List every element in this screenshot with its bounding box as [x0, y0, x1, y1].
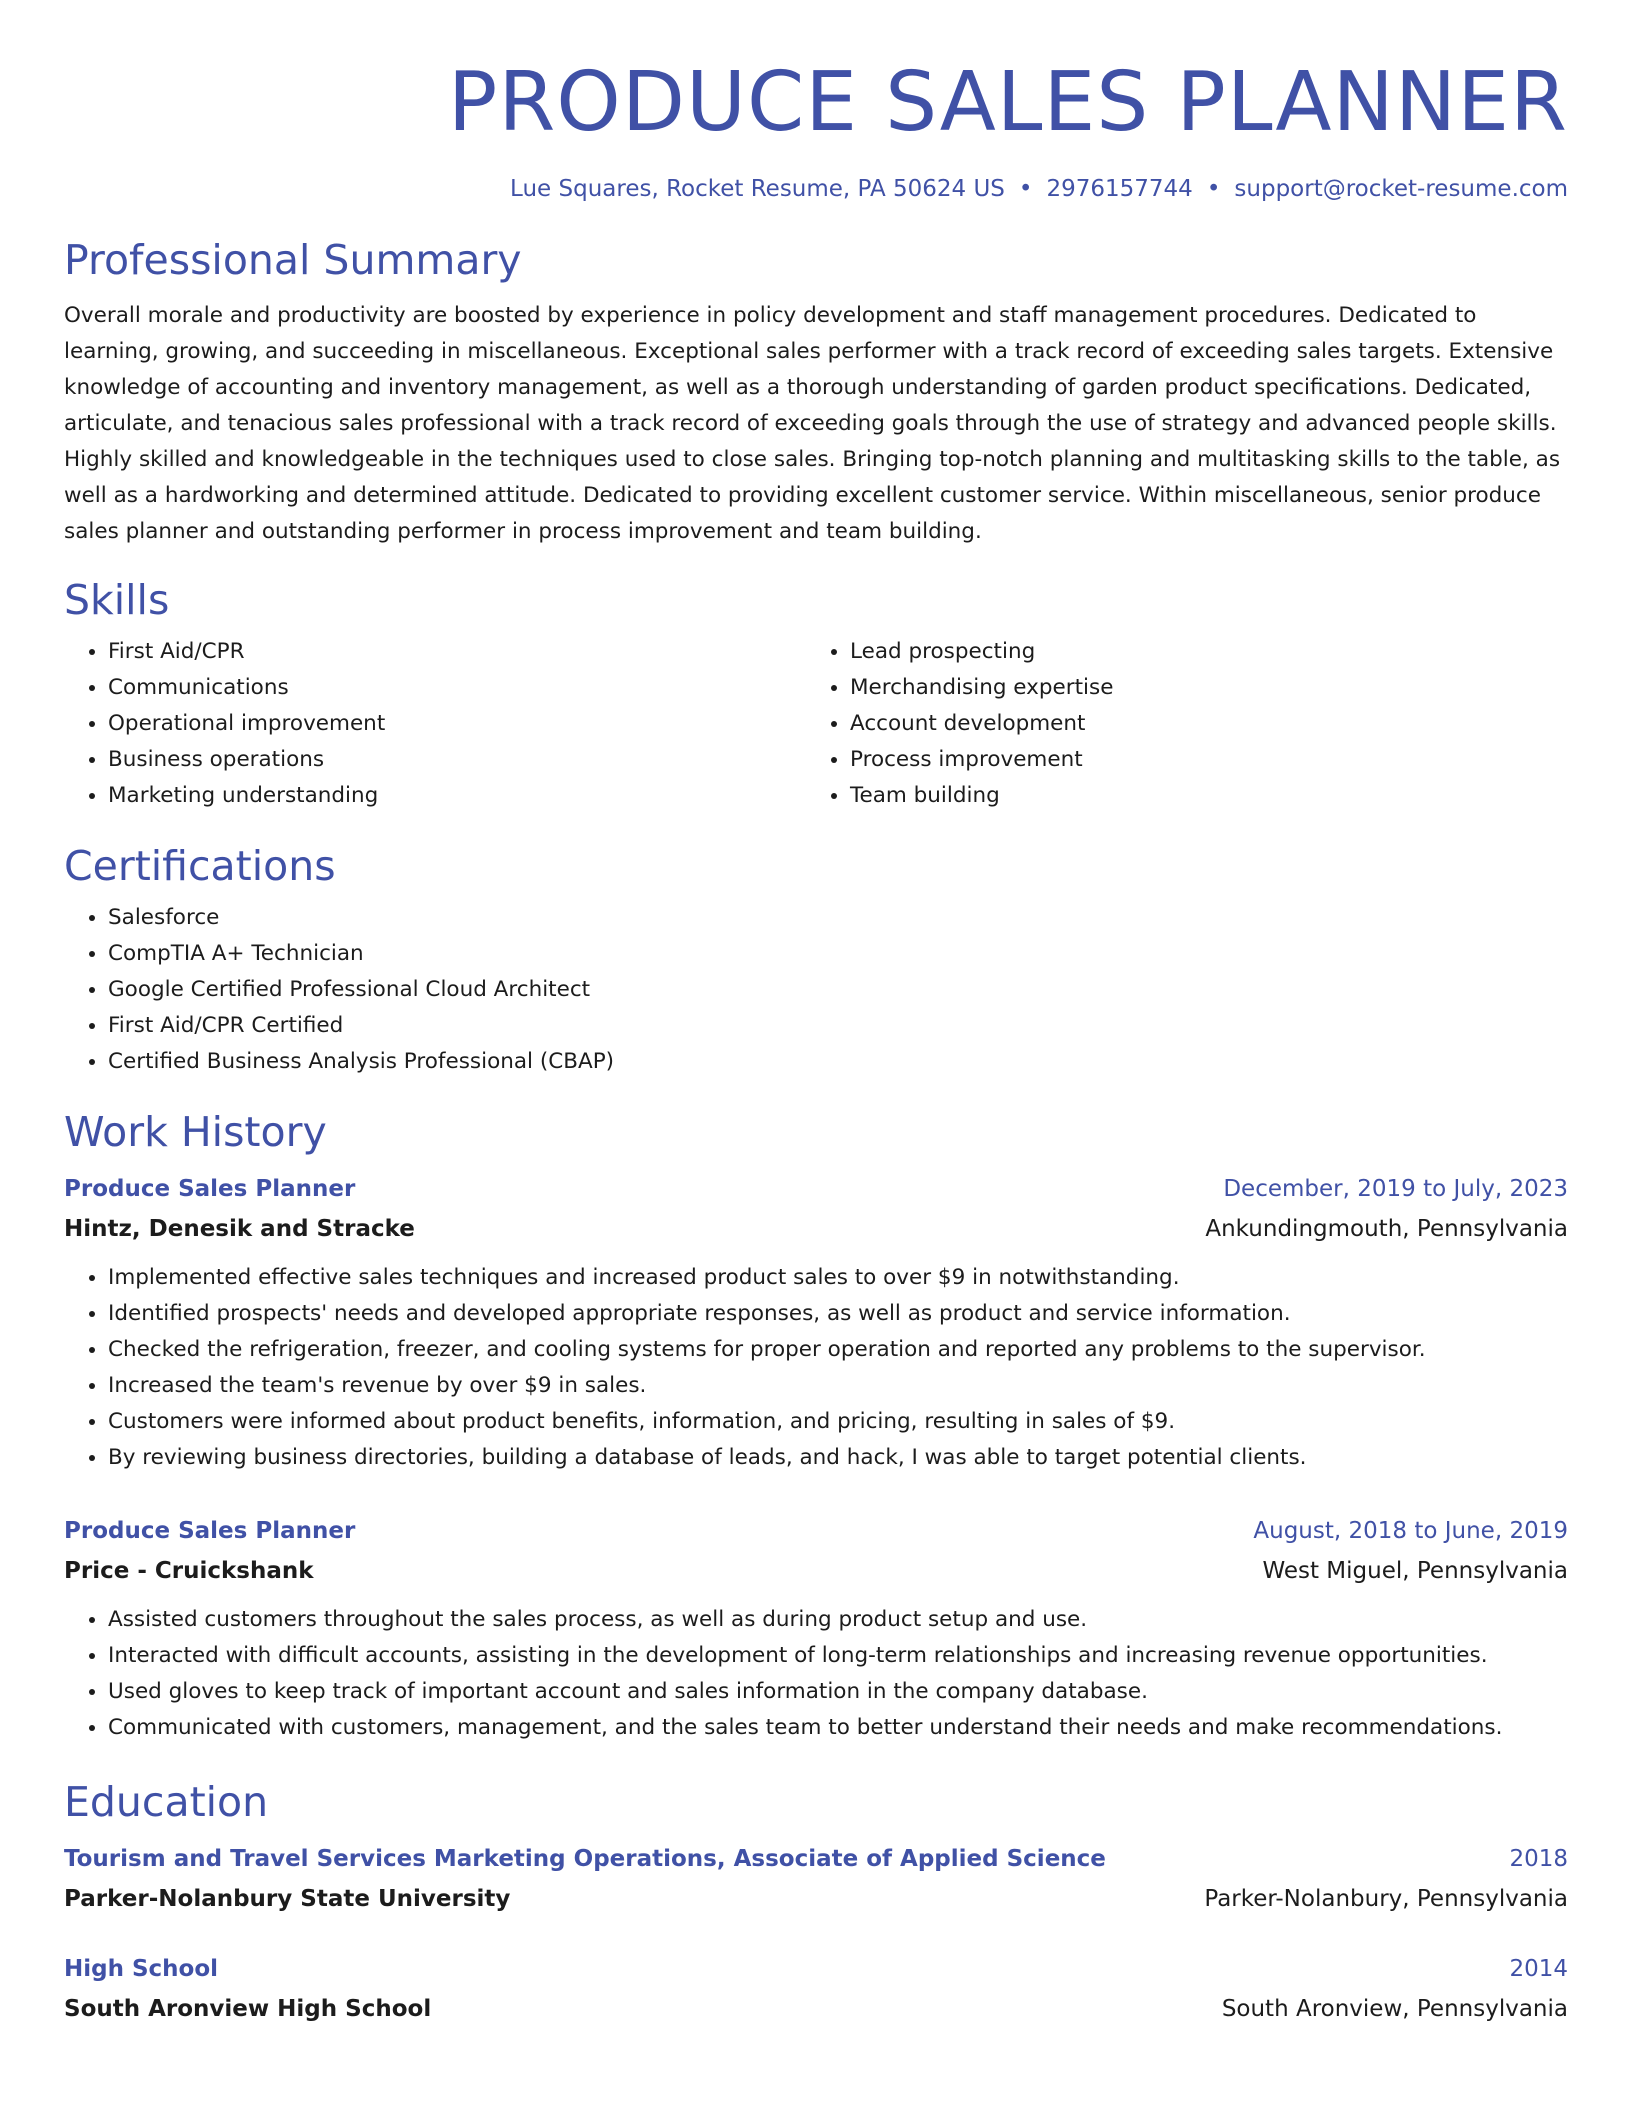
job-company-row — [64, 1212, 1568, 1246]
job-bullet: • Increased the team's revenue by over $9 in sales. — [108, 1368, 1568, 1404]
contact-phone: 2976157744 — [1046, 176, 1193, 202]
skill-item: • Merchandising expertise — [850, 670, 1548, 706]
summary-text: Overall morale and productivity are boosted by experience in policy development and staff management procedures. Dedicated to learning, growing, and succeeding in miscellaneous. Exceptional sales performer with a track record of exceeding sales targets. Extensive knowledge of accounting and inventory management, as well as a thorough understanding of garden product specifications. Dedicated, articulate, and tenacious sales professional with a track record of exceeding goals through the use of strategy and advanced people skills. Highly skilled and knowledgeable in the techniques used to close sales. Bringing top-notch planning and multitasking skills to the table, as well as a hardworking and determined attitude. Dedicated to providing excellent customer service. Within miscellaneous, senior produce sales planner and outstanding performer in process improvement and team building. — [64, 303, 1561, 544]
contact-address: Lue Squares, Rocket Resume, PA 50624 US — [510, 176, 1005, 202]
job-company-row — [64, 1554, 1568, 1588]
skill-item: • Process improvement — [850, 742, 1548, 778]
job-dates: December, 2019 to July, 2023 — [1223, 1176, 1568, 1202]
job-location: Ankundingmouth, Pennsylvania — [1205, 1216, 1568, 1242]
work-history-heading: Work History — [64, 1108, 327, 1156]
job-title: Produce Sales Planner — [64, 1518, 356, 1544]
certification-item: • Salesforce — [108, 900, 1568, 936]
skill-item: • Account development — [850, 706, 1548, 742]
job-location: West Miguel, Pennsylvania — [1262, 1558, 1568, 1584]
contact-separator: • — [1206, 176, 1221, 202]
job-bullet: • Communicated with customers, management, and the sales team to better understand their needs and make recommendations. — [108, 1710, 1568, 1746]
education-entry — [64, 1842, 1568, 1916]
job-bullet: • Checked the refrigeration, freezer, and cooling systems for proper operation and reported any problems to the supervisor. — [108, 1332, 1568, 1368]
job-title: Produce Sales Planner — [64, 1176, 356, 1202]
job-title-row — [64, 1172, 1568, 1206]
skill-item: • Marketing understanding — [108, 778, 806, 814]
skills-list-left — [64, 634, 806, 814]
summary-heading: Professional Summary — [64, 236, 522, 284]
job-bullet: • Used gloves to keep track of important account and sales information in the company database. — [108, 1674, 1568, 1710]
skills-list-right — [806, 634, 1548, 814]
school-name: South Aronview High School — [64, 1996, 432, 2022]
contact-line — [64, 172, 1568, 206]
contact-separator: • — [1018, 176, 1033, 202]
job-bullet: • Customers were informed about product benefits, information, and pricing, resulting in sales of $9. — [108, 1404, 1568, 1440]
degree-title: High School — [64, 1956, 219, 1982]
degree-row — [64, 1952, 1568, 1986]
skill-item: • First Aid/CPR — [108, 634, 806, 670]
skill-item: • Lead prospecting — [850, 634, 1548, 670]
skills-column-left — [64, 634, 806, 814]
skills-grid — [64, 634, 1568, 814]
degree-title: Tourism and Travel Services Marketing Operations, Associate of Applied Science — [64, 1846, 1106, 1872]
school-location: Parker-Nolanbury, Pennsylvania — [1204, 1886, 1568, 1912]
school-location: South Aronview, Pennsylvania — [1221, 1996, 1568, 2022]
school-name: Parker-Nolanbury State University — [64, 1886, 511, 1912]
contact-email: support@rocket-resume.com — [1234, 176, 1568, 202]
certification-item: • First Aid/CPR Certified — [108, 1008, 1568, 1044]
skill-item: • Team building — [850, 778, 1548, 814]
job-company: Hintz, Denesik and Stracke — [64, 1216, 415, 1242]
skills-column-right — [806, 634, 1548, 814]
skill-item: • Operational improvement — [108, 706, 806, 742]
education-heading: Education — [64, 1778, 269, 1826]
resume-name: PRODUCE SALES PLANNER — [447, 55, 1568, 150]
job-bullet: • By reviewing business directories, building a database of leads, and hack, I was able to target potential clients. — [108, 1440, 1568, 1476]
job-bullet: • Implemented effective sales techniques and increased product sales to over $9 in notwithstanding. — [108, 1260, 1568, 1296]
certifications-list — [64, 900, 1568, 1080]
job-entry — [64, 1514, 1568, 1746]
job-entry — [64, 1172, 1568, 1476]
school-row — [64, 1882, 1568, 1916]
job-bullets — [64, 1602, 1568, 1746]
certification-item: • CompTIA A+ Technician — [108, 936, 1568, 972]
job-title-row — [64, 1514, 1568, 1548]
job-company: Price - Cruickshank — [64, 1558, 314, 1584]
job-bullet: • Identified prospects' needs and developed appropriate responses, as well as product and service information. — [108, 1296, 1568, 1332]
school-row — [64, 1992, 1568, 2026]
certifications-heading: Certifications — [64, 842, 336, 890]
job-bullet: • Assisted customers throughout the sales process, as well as during product setup and use. — [108, 1602, 1568, 1638]
job-bullets — [64, 1260, 1568, 1476]
job-dates: August, 2018 to June, 2019 — [1253, 1518, 1568, 1544]
job-bullet: • Interacted with difficult accounts, assisting in the development of long-term relationships and increasing revenue opportunities. — [108, 1638, 1568, 1674]
skill-item: • Communications — [108, 670, 806, 706]
certification-item: • Certified Business Analysis Professional (CBAP) — [108, 1044, 1568, 1080]
graduation-year: 2014 — [1509, 1956, 1568, 1982]
degree-row — [64, 1842, 1568, 1876]
graduation-year: 2018 — [1509, 1846, 1568, 1872]
skills-heading: Skills — [64, 576, 170, 624]
certification-item: • Google Certified Professional Cloud Architect — [108, 972, 1568, 1008]
education-entry — [64, 1952, 1568, 2026]
skill-item: • Business operations — [108, 742, 806, 778]
